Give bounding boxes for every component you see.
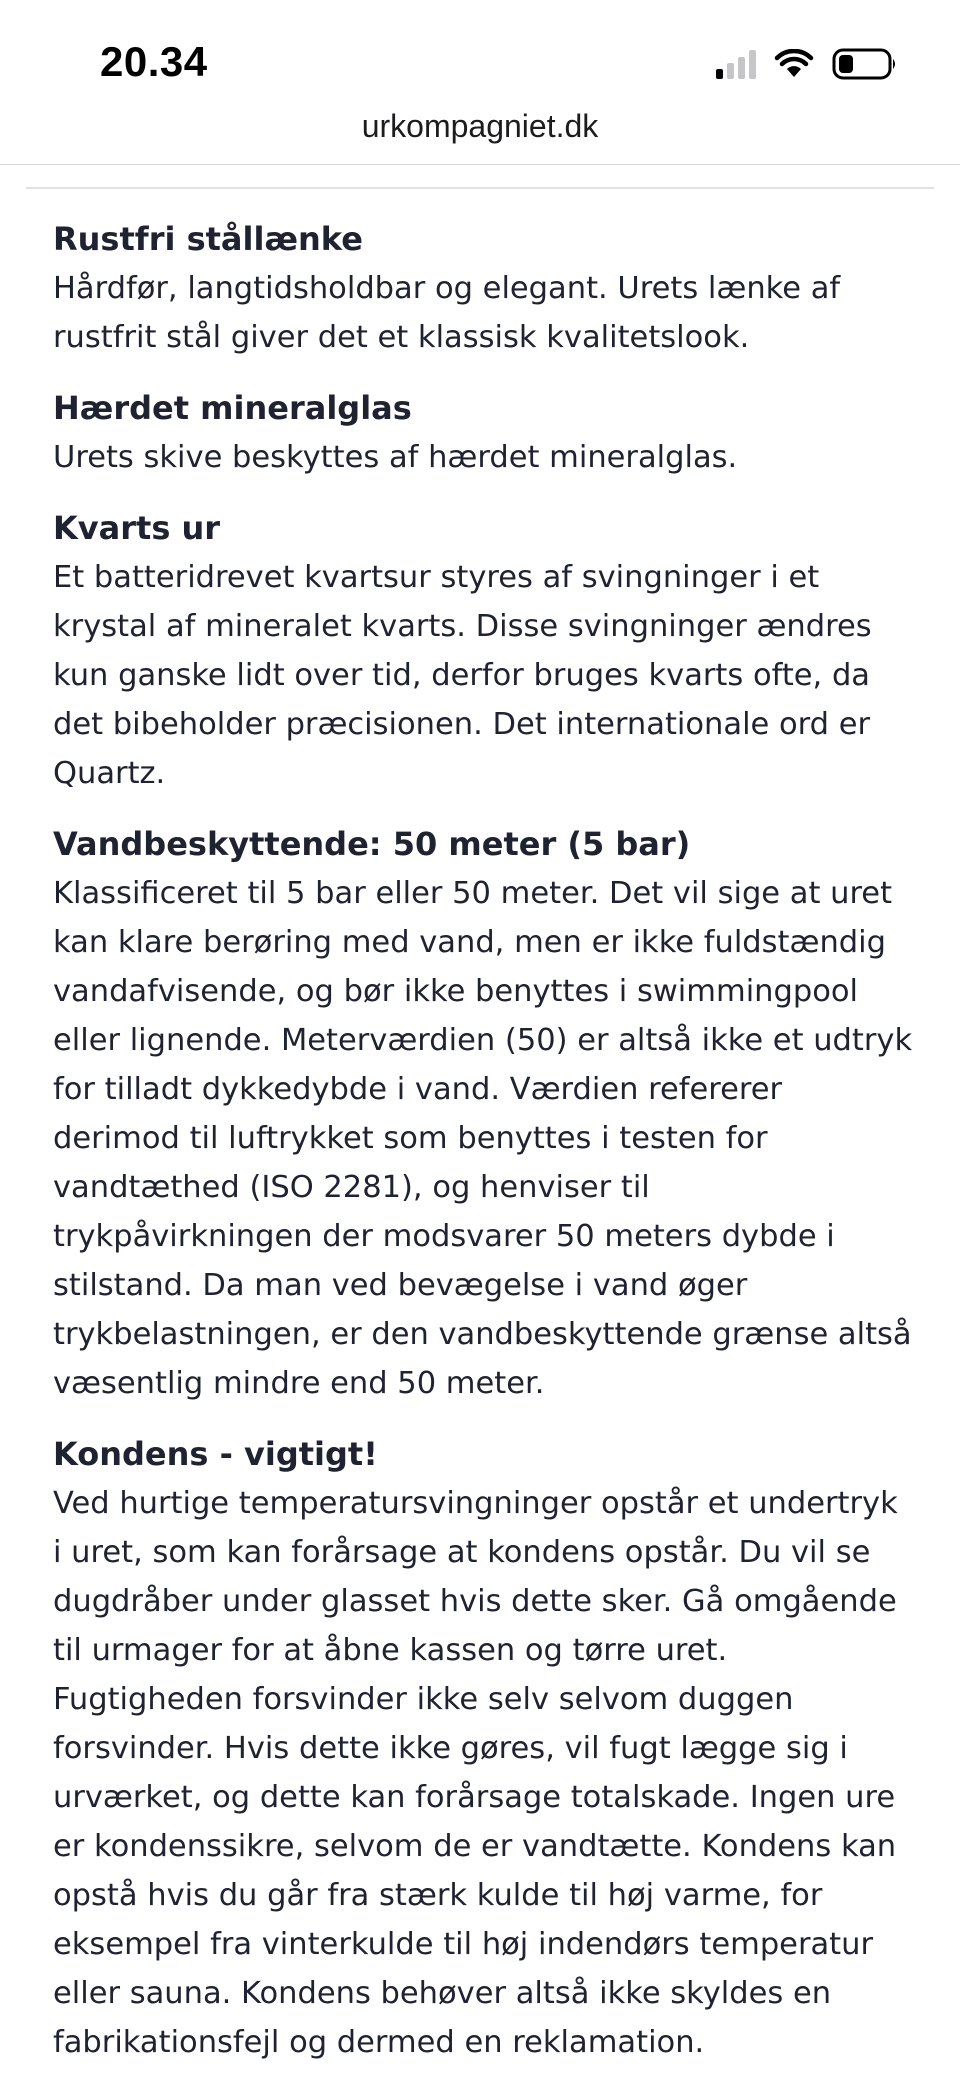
section-steel-bracelet	[53, 214, 913, 362]
content-divider	[26, 187, 934, 189]
section-title: Hærdet mineralglas	[53, 389, 412, 427]
section-body: Urets skive beskyttes af hærdet mineralglas.	[53, 440, 738, 475]
section-body: Klassificeret til 5 bar eller 50 meter. Det vil sige at uret kan klare berøring med vand, men er ikke fuldstændig vandafvisende, og bør ikke benyttes i swimmingpool eller lignende. Meterværdien (50) er altså ikke et udtryk for tilladt dykkedybde i vand. Værdien refererer derimod til luftrykket som benyttes i testen for vandtæthed (ISO 2281), og henviser til trykpåvirkningen der modsvarer 50 meters dybde i stilstand. Da man ved bevægelse i vand øger trykbelastningen, er den vandbeskyttende grænse altså væsentlig mindre end 50 meter.	[53, 876, 913, 1401]
section-body: Et batteridrevet kvartsur styres af svingninger i et krystal af mineralet kvarts. Disse svingninger ændres kun ganske lidt over tid, derfor bruges kvarts ofte, da det bibeholder præcisionen. Det internationale ord er Quartz.	[53, 560, 872, 791]
cellular-signal-icon	[716, 49, 756, 79]
address-bar-divider	[0, 164, 960, 165]
section-condensation	[53, 1429, 913, 2067]
section-title: Kondens - vigtigt!	[53, 1435, 378, 1473]
section-title: Rustfri stållænke	[53, 220, 363, 258]
section-water-resistance	[53, 819, 913, 1408]
product-details	[53, 214, 913, 2088]
section-body: Ved hurtige temperatursvingninger opstår et undertryk i uret, som kan forårsage at kondens opstår. Du vil se dugdråber under glasset hvis dette sker. Gå omgående til urmager for at åbne kassen og tørre uret. Fugtigheden forsvinder ikke selv selvom duggen forsvinder. Hvis dette ikke gøres, vil fugt lægge sig i urværket, og dette kan forårsage totalskade. Ingen ure er kondenssikre, selvom de er vandtætte. Kondens kan opstå hvis du går fra stærk kulde til høj varme, for eksempel fra vinterkulde til høj indendørs temperatur eller sauna. Kondens behøver altså ikke skyldes en fabrikationsfejl og dermed en reklamation.	[53, 1486, 898, 2060]
section-title: Kvarts ur	[53, 509, 221, 547]
section-quartz	[53, 503, 913, 798]
address-bar[interactable]: urkompagniet.dk	[361, 108, 599, 144]
wifi-icon	[774, 49, 814, 79]
section-body: Hårdfør, langtidsholdbar og elegant. Urets lænke af rustfrit stål giver det et klassisk kvalitetslook.	[53, 271, 841, 355]
section-title: Vandbeskyttende: 50 meter (5 bar)	[53, 825, 691, 863]
status-icons	[716, 44, 898, 84]
section-mineral-glass	[53, 383, 913, 482]
battery-low-icon	[832, 48, 898, 80]
status-bar	[0, 0, 960, 110]
status-time: 20.34	[100, 38, 208, 85]
